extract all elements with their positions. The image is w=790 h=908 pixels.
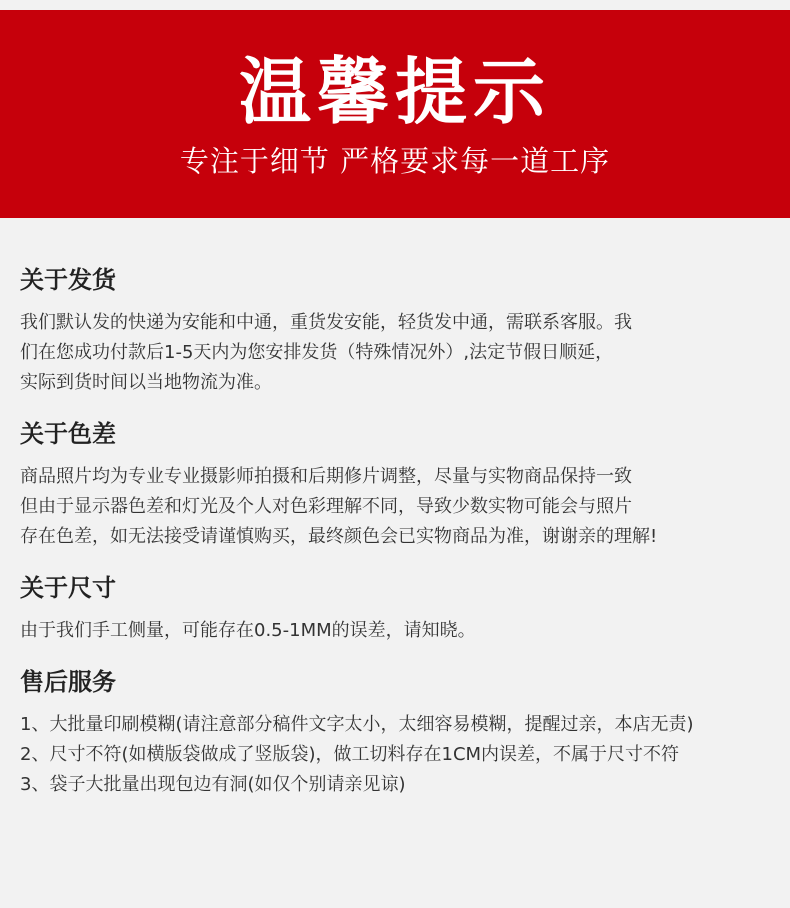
section-size	[20, 570, 780, 646]
section-title: 关于色差	[20, 420, 116, 448]
section-list-item: 1、大批量印刷模糊(请注意部分稿件文字太小，太细容易模糊，提醒过亲，本店无责)	[20, 714, 694, 735]
section-text-line: 们在您成功付款后1-5天内为您安排发货（特殊情况外）,法定节假日顺延，	[20, 342, 614, 363]
section-text-line: 但由于显示器色差和灯光及个人对色彩理解不同，导致少数实物可能会与照片	[20, 496, 632, 517]
banner-subtitle: 专注于细节 严格要求每一道工序	[179, 144, 611, 178]
notice-banner	[0, 10, 790, 218]
section-list-item: 2、尺寸不符(如横版袋做成了竖版袋)，做工切料存在1CM内误差，不属于尺寸不符	[20, 744, 680, 765]
section-text-line: 我们默认发的快递为安能和中通，重货发安能，轻货发中通，需联系客服。我	[20, 312, 632, 333]
notice-content	[20, 262, 780, 818]
section-text-line: 存在色差，如无法接受请谨慎购买，最终颜色会已实物商品为准，谢谢亲的理解!	[20, 526, 658, 547]
section-title: 关于尺寸	[20, 574, 116, 602]
section-after-sales	[20, 664, 780, 800]
section-text-line: 由于我们手工侧量，可能存在0.5-1MM的误差，请知晓。	[20, 620, 476, 641]
section-title: 售后服务	[20, 668, 116, 696]
section-text-line: 商品照片均为专业专业摄影师拍摄和后期修片调整，尽量与实物商品保持一致	[20, 466, 632, 487]
section-color-difference	[20, 416, 780, 552]
banner-title: 温馨提示	[238, 49, 551, 134]
section-shipping	[20, 262, 780, 398]
section-title: 关于发货	[20, 266, 116, 294]
top-strip	[0, 0, 790, 10]
section-text-line: 实际到货时间以当地物流为准。	[20, 372, 272, 393]
section-list-item: 3、袋子大批量出现包边有洞(如仅个别请亲见谅)	[20, 774, 406, 795]
